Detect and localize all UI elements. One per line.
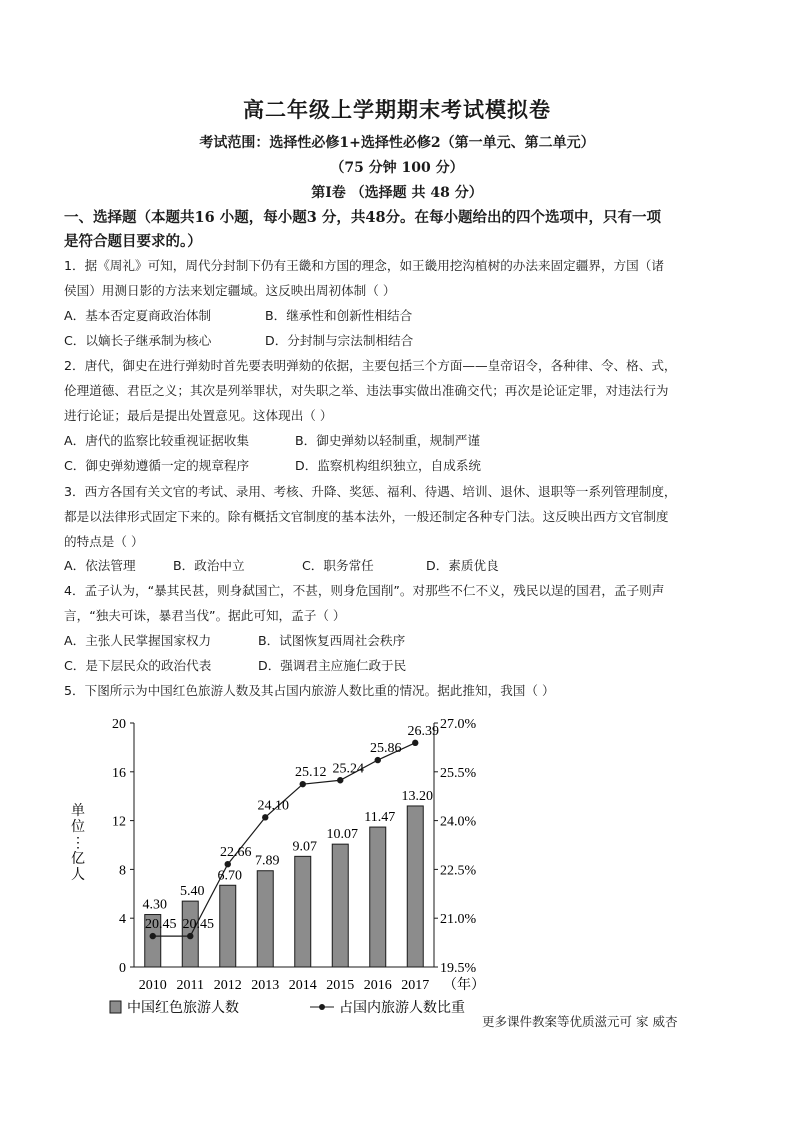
bar bbox=[370, 827, 386, 967]
right-tick-label: 19.5% bbox=[440, 961, 477, 976]
question-4-option-b[interactable]: B．试图恢复西周社会秩序 bbox=[258, 633, 406, 648]
x-tick-label: 2013 bbox=[251, 978, 280, 993]
legend-bar-swatch bbox=[110, 1001, 121, 1013]
question-2-option-c[interactable]: C．御史弹劾遵循一定的规章程序 bbox=[64, 458, 250, 473]
left-tick-label: 12 bbox=[112, 814, 126, 830]
ratio-value-label: 20.45 bbox=[182, 917, 214, 933]
x-tick-label: 2015 bbox=[326, 978, 355, 993]
bar-value-label: 10.07 bbox=[326, 827, 358, 843]
question-1-line-2: 侯国）用测日影的方法来划定疆域。这反映出周初体制（ ） bbox=[64, 283, 396, 298]
question-2-option-a[interactable]: A．唐代的监察比较重视证据收集 bbox=[64, 433, 249, 448]
bar bbox=[332, 844, 348, 967]
bar-value-label: 5.40 bbox=[180, 884, 205, 900]
question-3-line-1: 3．西方各国有关文官的考试、录用、考核、升降、奖惩、福利、待遇、培训、退休、退职等一系列管理制度， bbox=[64, 484, 677, 499]
left-tick-label: 0 bbox=[119, 961, 126, 976]
legend-bar-label: 中国红色旅游人数 bbox=[127, 1001, 239, 1016]
legend-line-marker bbox=[319, 1004, 325, 1010]
section-instructions-line2: 是符合题目要求的。） bbox=[64, 233, 202, 250]
chart-legend bbox=[110, 999, 465, 1016]
left-tick-label: 4 bbox=[119, 912, 126, 928]
x-tick-label: 2014 bbox=[288, 978, 317, 993]
bar-value-label: 7.89 bbox=[255, 853, 280, 869]
bar-value-label: 4.30 bbox=[142, 897, 167, 913]
ratio-value-label: 24.10 bbox=[257, 798, 289, 814]
left-tick-label: 16 bbox=[112, 765, 126, 781]
ratio-point bbox=[262, 814, 268, 820]
right-tick-label: 25.5% bbox=[440, 765, 477, 781]
ratio-point bbox=[187, 933, 193, 939]
question-3-option-a[interactable]: A．依法管理 bbox=[64, 558, 136, 573]
page-title: 高二年级上学期期末考试模拟卷 bbox=[243, 97, 551, 122]
red-tourism-chart bbox=[64, 705, 524, 1035]
section-instructions-line1: 一、选择题（本题共16 小题，每小题3 分，共48分。在每小题给出的四个选项中，只有一项 bbox=[64, 209, 662, 226]
question-2-option-d[interactable]: D．监察机构组织独立，自成系统 bbox=[295, 458, 482, 473]
question-4-option-a[interactable]: A．主张人民掌握国家权力 bbox=[64, 633, 212, 648]
x-axis-unit-label: （年） bbox=[443, 978, 485, 993]
question-2-line-1: 2．唐代，御史在进行弹劾时首先要表明弹劾的依据，主要包括三个方面——皇帝诏令，各种律、令、格、式， bbox=[64, 358, 677, 373]
ratio-value-label: 22.66 bbox=[220, 845, 252, 861]
left-axis-unit-label: 单位⋮亿人 bbox=[71, 804, 85, 883]
question-4-option-d[interactable]: D．强调君主应施仁政于民 bbox=[258, 658, 407, 673]
question-1-option-b[interactable]: B．继承性和创新性相结合 bbox=[265, 308, 413, 323]
x-tick-label: 2017 bbox=[401, 978, 430, 993]
ratio-value-label: 25.24 bbox=[332, 761, 364, 777]
x-tick-label: 2016 bbox=[363, 978, 392, 993]
question-5-line-1: 5．下图所示为中国红色旅游人数及其占国内旅游人数比重的情况。据此推知，我国（ ） bbox=[64, 683, 555, 698]
question-4-line-1: 4．孟子认为，“暴其民甚，则身弑国亡，不甚，则身危国削”。对那些不仁不义，残民以逞的国君，孟子则声 bbox=[64, 583, 665, 598]
ratio-point bbox=[375, 757, 381, 763]
ratio-point bbox=[300, 781, 306, 787]
question-1-line-1: 1．据《周礼》可知，周代分封制下仍有王畿和方国的理念，如王畿用挖沟植树的办法来固定疆界，方国（诸 bbox=[64, 258, 664, 273]
ratio-point bbox=[412, 740, 418, 746]
bar bbox=[295, 856, 311, 967]
x-tick-label: 2012 bbox=[213, 978, 242, 993]
section-instructions bbox=[64, 206, 732, 254]
ratio-value-label: 26.39 bbox=[407, 723, 439, 739]
ratio-point bbox=[337, 777, 343, 783]
question-2-line-2: 伦理道德、君臣之义；其次是列举罪状，对失职之举、违法事实做出准确交代；再次是论证定罪，对违法行为 bbox=[64, 383, 669, 398]
right-tick-label: 24.0% bbox=[440, 814, 477, 830]
ratio-value-label: 20.45 bbox=[145, 917, 177, 933]
ratio-value-label: 25.12 bbox=[295, 765, 327, 781]
question-2-option-b[interactable]: B．御史弹劾以轻制重，规制严谨 bbox=[295, 433, 480, 448]
right-tick-label: 27.0% bbox=[440, 717, 477, 732]
bar bbox=[407, 806, 423, 967]
bar bbox=[220, 885, 236, 967]
exam-scope: 考试范围：选择性必修1+选择性必修2（第一单元、第二单元） bbox=[199, 135, 595, 151]
question-4-line-2: 言，“独夫可诛，暴君当伐”。据此可知，孟子（ ） bbox=[64, 608, 346, 623]
question-4-option-c[interactable]: C．是下层民众的政治代表 bbox=[64, 658, 212, 673]
bar-value-label: 9.07 bbox=[292, 839, 317, 855]
bar bbox=[257, 871, 273, 967]
question-3-option-b[interactable]: B．政治中立 bbox=[173, 558, 245, 573]
ratio-point bbox=[150, 933, 156, 939]
question-1-option-d[interactable]: D．分封制与宗法制相结合 bbox=[265, 333, 414, 348]
question-2-line-3: 进行论证；最后是提出处置意见。这体现出（ ） bbox=[64, 408, 333, 423]
left-tick-label: 8 bbox=[119, 863, 126, 879]
question-1-option-c[interactable]: C．以嫡长子继承制为核心 bbox=[64, 333, 212, 348]
x-tick-label: 2010 bbox=[138, 978, 167, 993]
exam-time-score: （75 分钟 100 分） bbox=[330, 160, 464, 176]
left-tick-label: 20 bbox=[112, 717, 126, 732]
question-3-line-3: 的特点是（ ） bbox=[64, 534, 144, 549]
legend-line-label: 占国内旅游人数比重 bbox=[339, 1001, 465, 1016]
ratio-point bbox=[225, 861, 231, 867]
question-1-option-a[interactable]: A．基本否定夏商政治体制 bbox=[64, 308, 212, 323]
bar-value-label: 6.70 bbox=[217, 868, 242, 884]
right-tick-label: 22.5% bbox=[440, 863, 477, 879]
question-3-line-2: 都是以法律形式固定下来的。除有概括文官制度的基本法外，一般还制定各种专门法。这反映出西方文官制度 bbox=[64, 509, 669, 524]
bar-value-label: 11.47 bbox=[364, 810, 396, 826]
part-heading: 第Ⅰ卷 （选择题 共 48 分） bbox=[311, 185, 483, 201]
x-tick-label: 2011 bbox=[176, 978, 204, 993]
right-tick-label: 21.0% bbox=[440, 912, 477, 928]
question-3-option-d[interactable]: D．素质优良 bbox=[426, 558, 499, 573]
bar-value-label: 13.20 bbox=[401, 788, 433, 804]
ratio-value-label: 25.86 bbox=[370, 741, 402, 757]
question-3-option-c[interactable]: C．职务常任 bbox=[302, 558, 374, 573]
watermark-text: 更多课件教案等优质滋元可 家 威杏 bbox=[482, 1014, 678, 1029]
